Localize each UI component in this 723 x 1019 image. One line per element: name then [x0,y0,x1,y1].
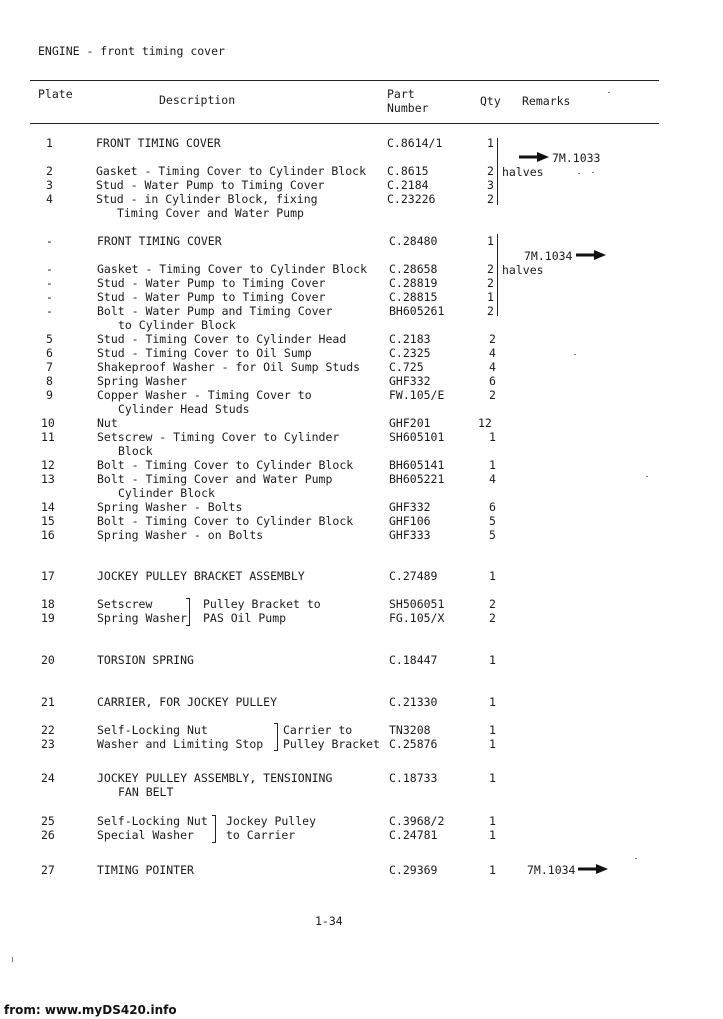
quantity: 4 [489,360,496,374]
plate-number: 27 [41,863,55,877]
item-description-cont: Block [118,444,153,458]
quantity: 2 [487,304,494,318]
part-number: GHF333 [389,528,431,542]
item-description: Self-Locking Nut [97,814,208,828]
part-number: C.28480 [389,234,438,248]
quantity: 2 [489,611,496,625]
quantity: 1 [489,430,496,444]
item-description: Bolt - Water Pump and Timing Cover [97,304,333,318]
part-number: C.2184 [387,178,429,192]
plate-number: 1 [46,136,53,150]
plate-number: 16 [41,528,55,542]
quantity: 5 [489,528,496,542]
quantity: 1 [489,695,496,709]
item-description: Setscrew [97,597,153,611]
part-number: SH605101 [389,430,445,444]
part-number: C.8614/1 [387,136,443,150]
part-number: C.29369 [389,863,438,877]
arrow-right-icon [519,152,549,162]
quantity: 2 [489,388,496,402]
group-text-pulley-bracket-2: Pulley Bracket [283,737,380,751]
quantity: 6 [489,374,496,388]
scan-speck [608,92,610,93]
header-remarks: Remarks [522,94,571,108]
quantity: 1 [489,737,496,751]
scan-speck [12,957,13,962]
arrow-right-icon [578,864,608,874]
scan-speck [578,173,580,174]
item-description: Bolt - Timing Cover to Cylinder Block [97,458,354,472]
plate-number: 12 [41,458,55,472]
page-number: 1-34 [315,914,343,928]
plate-number: 24 [41,771,55,785]
quantity: 2 [487,164,494,178]
quantity: 2 [489,597,496,611]
scan-speck [592,172,594,173]
quantity: 1 [487,234,494,248]
plate-number: 9 [46,388,53,402]
plate-number: 6 [46,346,53,360]
quantity: 1 [489,569,496,583]
item-description-cont: Cylinder Head Studs [118,402,250,416]
item-description: FRONT TIMING COVER [97,234,222,248]
header-number: Number [387,101,429,115]
part-number: C.2325 [389,346,431,360]
part-number: C.25876 [389,737,438,751]
quantity: 1 [487,136,494,150]
quantity: 1 [489,863,496,877]
scan-speck [635,858,637,859]
part-number: C.725 [389,360,424,374]
item-description: Special Washer [97,828,194,842]
quantity: 1 [489,723,496,737]
quantity: 4 [489,472,496,486]
page-title: ENGINE - front timing cover [38,44,225,58]
plate-number: 22 [41,723,55,737]
item-description: Stud - Water Pump to Timing Cover [97,290,326,304]
remark-7m1034-b: 7M.1034 [527,863,576,877]
quantity: 1 [489,814,496,828]
group-text-carrier-to: Carrier to [283,723,353,737]
remark-halves-1: halves [502,165,544,179]
remark-7m1033: 7M.1033 [552,151,601,165]
plate-number: 8 [46,374,53,388]
item-description: JOCKEY PULLEY BRACKET ASSEMBLY [97,569,305,583]
item-description: Stud - Timing Cover to Cylinder Head [97,332,347,346]
item-description: Spring Washer - Bolts [97,500,243,514]
plate-number: 10 [41,416,55,430]
item-description: Stud - Water Pump to Timing Cover [97,276,326,290]
item-description-cont: to Cylinder Block [118,318,236,332]
part-number: C.28815 [389,290,438,304]
plate-number: - [46,290,53,304]
plate-number: 19 [41,611,55,625]
plate-number: 26 [41,828,55,842]
item-description: JOCKEY PULLEY ASSEMBLY, TENSIONING [97,771,333,785]
quantity: 2 [487,276,494,290]
remark-7m1034-a: 7M.1034 [524,249,573,263]
plate-number: 2 [46,164,53,178]
item-description: Self-Locking Nut [97,723,208,737]
plate-number: 14 [41,500,55,514]
plate-number: - [46,234,53,248]
quantity: 1 [489,771,496,785]
plate-number: 25 [41,814,55,828]
item-description: Bolt - Timing Cover to Cylinder Block [97,514,354,528]
quantity: 6 [489,500,496,514]
plate-number: 18 [41,597,55,611]
part-number: SH506051 [389,597,445,611]
item-description: Stud - in Cylinder Block, fixing [96,192,318,206]
group-text-to-carrier: to Carrier [226,828,296,842]
part-number: GHF106 [389,514,431,528]
item-description: Spring Washer - on Bolts [97,528,264,542]
part-number: TN3208 [389,723,431,737]
item-description: Copper Washer - Timing Cover to [97,388,312,402]
item-description-cont: FAN BELT [118,785,174,799]
item-description-cont: Timing Cover and Water Pump [117,206,304,220]
arrow-right-icon [576,250,606,260]
item-description-cont: Cylinder Block [118,486,215,500]
group-bracket-18-19 [186,598,190,626]
item-description: Stud - Water Pump to Timing Cover [96,178,325,192]
part-number: C.28819 [389,276,438,290]
part-number: C.24781 [389,828,438,842]
quantity: 1 [489,653,496,667]
part-number: FG.105/X [389,611,445,625]
header-qty: Qty [480,94,501,108]
group-bracket-25-26 [212,815,216,843]
plate-number: - [46,304,53,318]
part-number: BH605261 [389,304,445,318]
scan-speck [646,476,648,477]
plate-number: - [46,276,53,290]
item-description: Spring Washer [97,374,188,388]
part-number: C.18447 [389,653,438,667]
group-text-pas-oil-pump: PAS Oil Pump [203,611,287,625]
plate-number: 7 [46,360,53,374]
group-text-pulley-bracket: Pulley Bracket to [203,597,321,611]
part-number: GHF201 [389,416,431,430]
quantity: 1 [487,290,494,304]
item-description: Gasket - Timing Cover to Cylinder Block [97,262,368,276]
item-description: Bolt - Timing Cover and Water Pump [97,472,333,486]
item-description: Gasket - Timing Cover to Cylinder Block [96,164,367,178]
quantity: 2 [487,262,494,276]
plate-number: 13 [41,472,55,486]
source-footer: from: www.myDS420.info [4,1003,177,1017]
part-number: BH605221 [389,472,445,486]
plate-number: 23 [41,737,55,751]
item-description: Spring Washer [97,611,188,625]
plate-number: 5 [46,332,53,346]
quantity: 12 [478,416,492,430]
part-number: C.27489 [389,569,438,583]
quantity: 5 [489,514,496,528]
part-number: C.3968/2 [389,814,445,828]
quantity: 1 [489,828,496,842]
remarks-bracket-1 [497,138,498,205]
part-number: C.23226 [387,192,436,206]
part-number: C.18733 [389,771,438,785]
part-number: C.2183 [389,332,431,346]
part-number: GHF332 [389,374,431,388]
item-description: Setscrew - Timing Cover to Cylinder [97,430,340,444]
quantity: 3 [487,178,494,192]
plate-number: 20 [41,653,55,667]
item-description: TORSION SPRING [97,653,194,667]
item-description: CARRIER, FOR JOCKEY PULLEY [97,695,278,709]
item-description: TIMING POINTER [97,863,194,877]
plate-number: 11 [41,430,55,444]
header-rule-top [30,80,659,81]
part-number: C.21330 [389,695,438,709]
item-description: Stud - Timing Cover to Oil Sump [97,346,312,360]
remark-halves-2: halves [502,263,544,277]
header-rule-bottom [30,123,659,124]
quantity: 4 [489,346,496,360]
item-description: Shakeproof Washer - for Oil Sump Studs [97,360,361,374]
header-description: Description [159,93,236,107]
part-number: C.28658 [389,262,438,276]
plate-number: 17 [41,569,55,583]
plate-number: - [46,262,53,276]
header-plate: Plate [38,87,73,101]
item-description: Washer and Limiting Stop [97,737,264,751]
plate-number: 21 [41,695,55,709]
group-text-jockey-pulley: Jockey Pulley [226,814,317,828]
part-number: C.8615 [387,164,429,178]
group-bracket-22-23 [274,723,278,751]
part-number: FW.105/E [389,388,445,402]
quantity: 1 [489,458,496,472]
item-description: FRONT TIMING COVER [96,136,221,150]
header-part: Part [387,87,415,101]
part-number: BH605141 [389,458,445,472]
scan-speck [574,354,576,355]
quantity: 2 [489,332,496,346]
plate-number: 15 [41,514,55,528]
plate-number: 4 [46,192,53,206]
quantity: 2 [487,192,494,206]
item-description: Nut [97,416,118,430]
plate-number: 3 [46,178,53,192]
part-number: GHF332 [389,500,431,514]
remarks-bracket-2 [497,234,498,316]
